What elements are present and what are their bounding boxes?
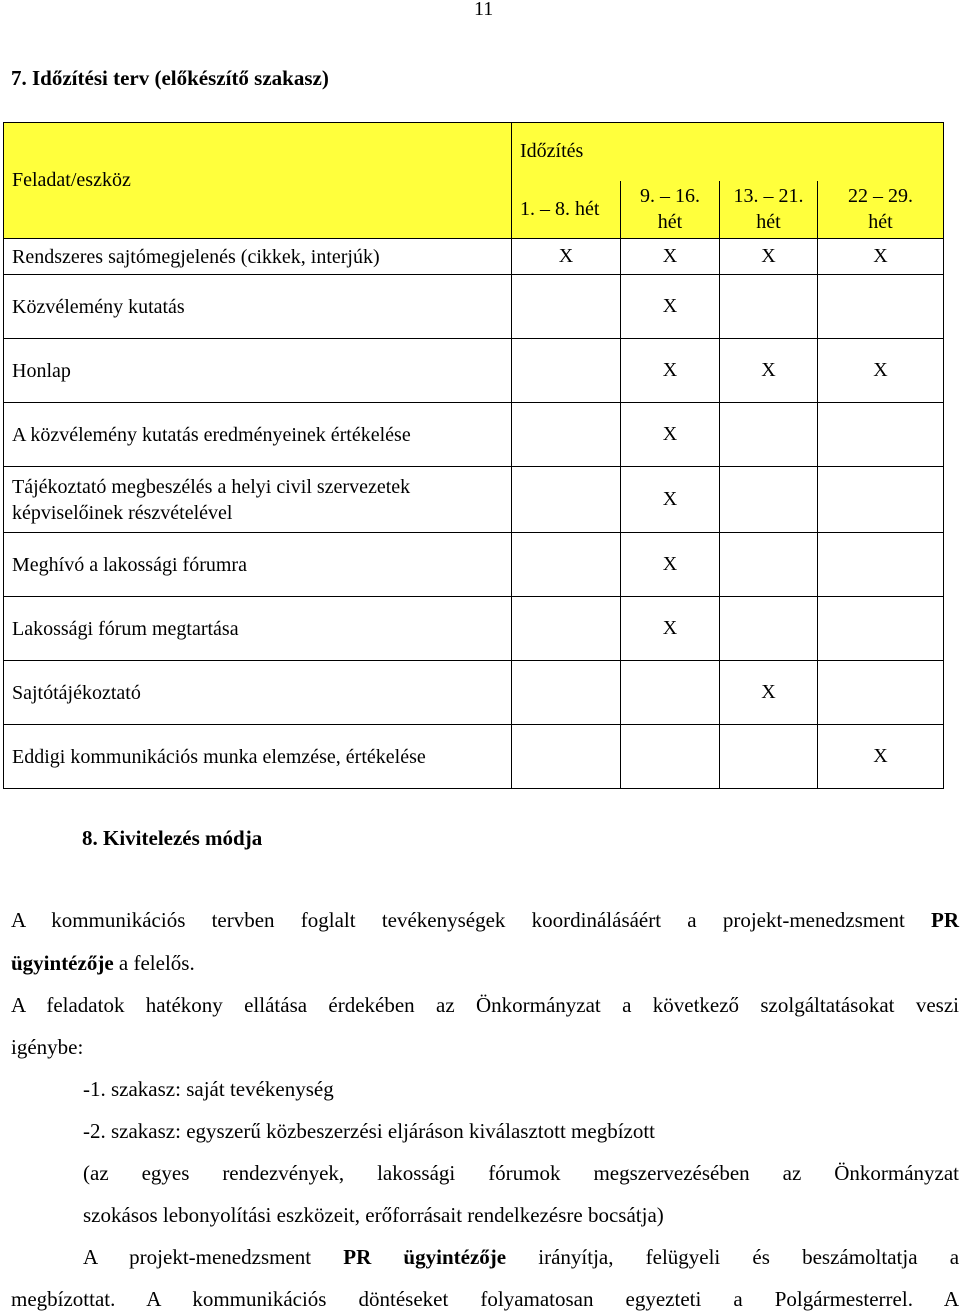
mark-cell: X [621, 275, 720, 339]
mark-cell [621, 661, 720, 725]
week-header: 9. – 16. hét [621, 181, 720, 239]
section-7-heading: 7. Időzítési terv (előkészítő szakasz) [11, 66, 329, 90]
task-cell [4, 597, 512, 661]
mark-cell: X [720, 661, 818, 725]
mark-cell [720, 725, 818, 789]
task-label: Eddigi kommunikációs munka elemzése, értékelése [12, 745, 426, 768]
list-item-1: -1. szakasz: saját tevékenység [83, 1077, 334, 1101]
table-row [4, 403, 944, 467]
task-label: Sajtótájékoztató [12, 681, 141, 704]
paragraph-1-line-1: A kommunikációs tervben foglalt tevékenységek koordinálásáért a projekt-menedzsment PR [11, 908, 959, 932]
task-cell [4, 661, 512, 725]
paragraph-2-line-2: igénybe: [11, 1035, 84, 1059]
week-header: 22 – 29. hét [818, 181, 944, 239]
timing-header: Időzítés [512, 123, 944, 181]
mark-cell [512, 275, 621, 339]
mark-cell [818, 467, 944, 533]
mark-cell [512, 533, 621, 597]
task-label: Lakossági fórum megtartása [12, 617, 239, 640]
mark-cell [720, 403, 818, 467]
mark-cell [720, 533, 818, 597]
mark-cell: X [621, 533, 720, 597]
table-row [4, 661, 944, 725]
mark-cell: X [818, 239, 944, 275]
table-row [4, 725, 944, 789]
table-row [4, 275, 944, 339]
mark-cell [621, 725, 720, 789]
paragraph-1-line-2: ügyintézője a felelős. [11, 951, 195, 975]
mark-cell [720, 597, 818, 661]
mark-cell: X [512, 239, 621, 275]
mark-cell [512, 403, 621, 467]
mark-cell: X [818, 339, 944, 403]
week-header: 1. – 8. hét [512, 181, 621, 239]
task-cell [4, 725, 512, 789]
mark-cell [512, 339, 621, 403]
task-cell [4, 467, 512, 533]
task-column-header: Feladat/eszköz [4, 123, 512, 239]
task-cell [4, 403, 512, 467]
mark-cell: X [621, 239, 720, 275]
mark-cell [512, 725, 621, 789]
paragraph-4-line-1: A projekt-menedzsment PR ügyintézője irányítja, felügyeli és beszámoltatja a [83, 1245, 960, 1269]
table-row [4, 467, 944, 533]
mark-cell [818, 403, 944, 467]
mark-cell [720, 467, 818, 533]
task-label: Közvélemény kutatás [12, 295, 185, 318]
mark-cell [512, 467, 621, 533]
task-cell [4, 275, 512, 339]
table-row [4, 533, 944, 597]
table-row [4, 597, 944, 661]
mark-cell [818, 275, 944, 339]
list-item-2: -2. szakasz: egyszerű közbeszerzési eljáráson kiválasztott megbízott [83, 1119, 656, 1143]
paragraph-2-line-1: A feladatok hatékony ellátása érdekében az Önkormányzat a következő szolgáltatásokat veszi [11, 993, 959, 1017]
mark-cell: X [720, 239, 818, 275]
task-cell [4, 239, 512, 275]
mark-cell [818, 533, 944, 597]
paragraph-4-line-2: megbízottat. A kommunikációs döntéseket folyamatosan egyezteti a Polgármesterrel. A [11, 1287, 959, 1311]
task-label: Rendszeres sajtómegjelenés (cikkek, interjúk) [12, 245, 380, 268]
mark-cell: X [621, 403, 720, 467]
paragraph-3-line-1: (az egyes rendezvények, lakossági fórumok megszervezésében az Önkormányzat [83, 1161, 959, 1185]
mark-cell: X [720, 339, 818, 403]
task-label: Tájékoztató megbeszélés a helyi civil szervezetek [12, 475, 411, 498]
mark-cell: X [621, 597, 720, 661]
mark-cell [818, 661, 944, 725]
mark-cell: X [621, 467, 720, 533]
paragraph-3-line-2: szokásos lebonyolítási eszközeit, erőforrásait rendelkezésre bocsátja) [83, 1203, 664, 1227]
mark-cell [512, 597, 621, 661]
mark-cell: X [818, 725, 944, 789]
table-row [4, 239, 944, 275]
week-header: 13. – 21. hét [720, 181, 818, 239]
mark-cell [512, 661, 621, 725]
table-row [4, 339, 944, 403]
task-label: Honlap [12, 359, 71, 382]
task-cell [4, 339, 512, 403]
mark-cell [720, 275, 818, 339]
mark-cell: X [621, 339, 720, 403]
task-cell [4, 533, 512, 597]
section-8-heading: 8. Kivitelezés módja [82, 826, 263, 850]
table-header-row [4, 123, 944, 181]
mark-cell [818, 597, 944, 661]
task-label: képviselőinek részvételével [12, 501, 233, 524]
timing-table [3, 122, 944, 789]
page-number: 11 [474, 0, 494, 20]
task-label: A közvélemény kutatás eredményeinek értékelése [12, 423, 411, 446]
task-label: Meghívó a lakossági fórumra [12, 553, 247, 576]
